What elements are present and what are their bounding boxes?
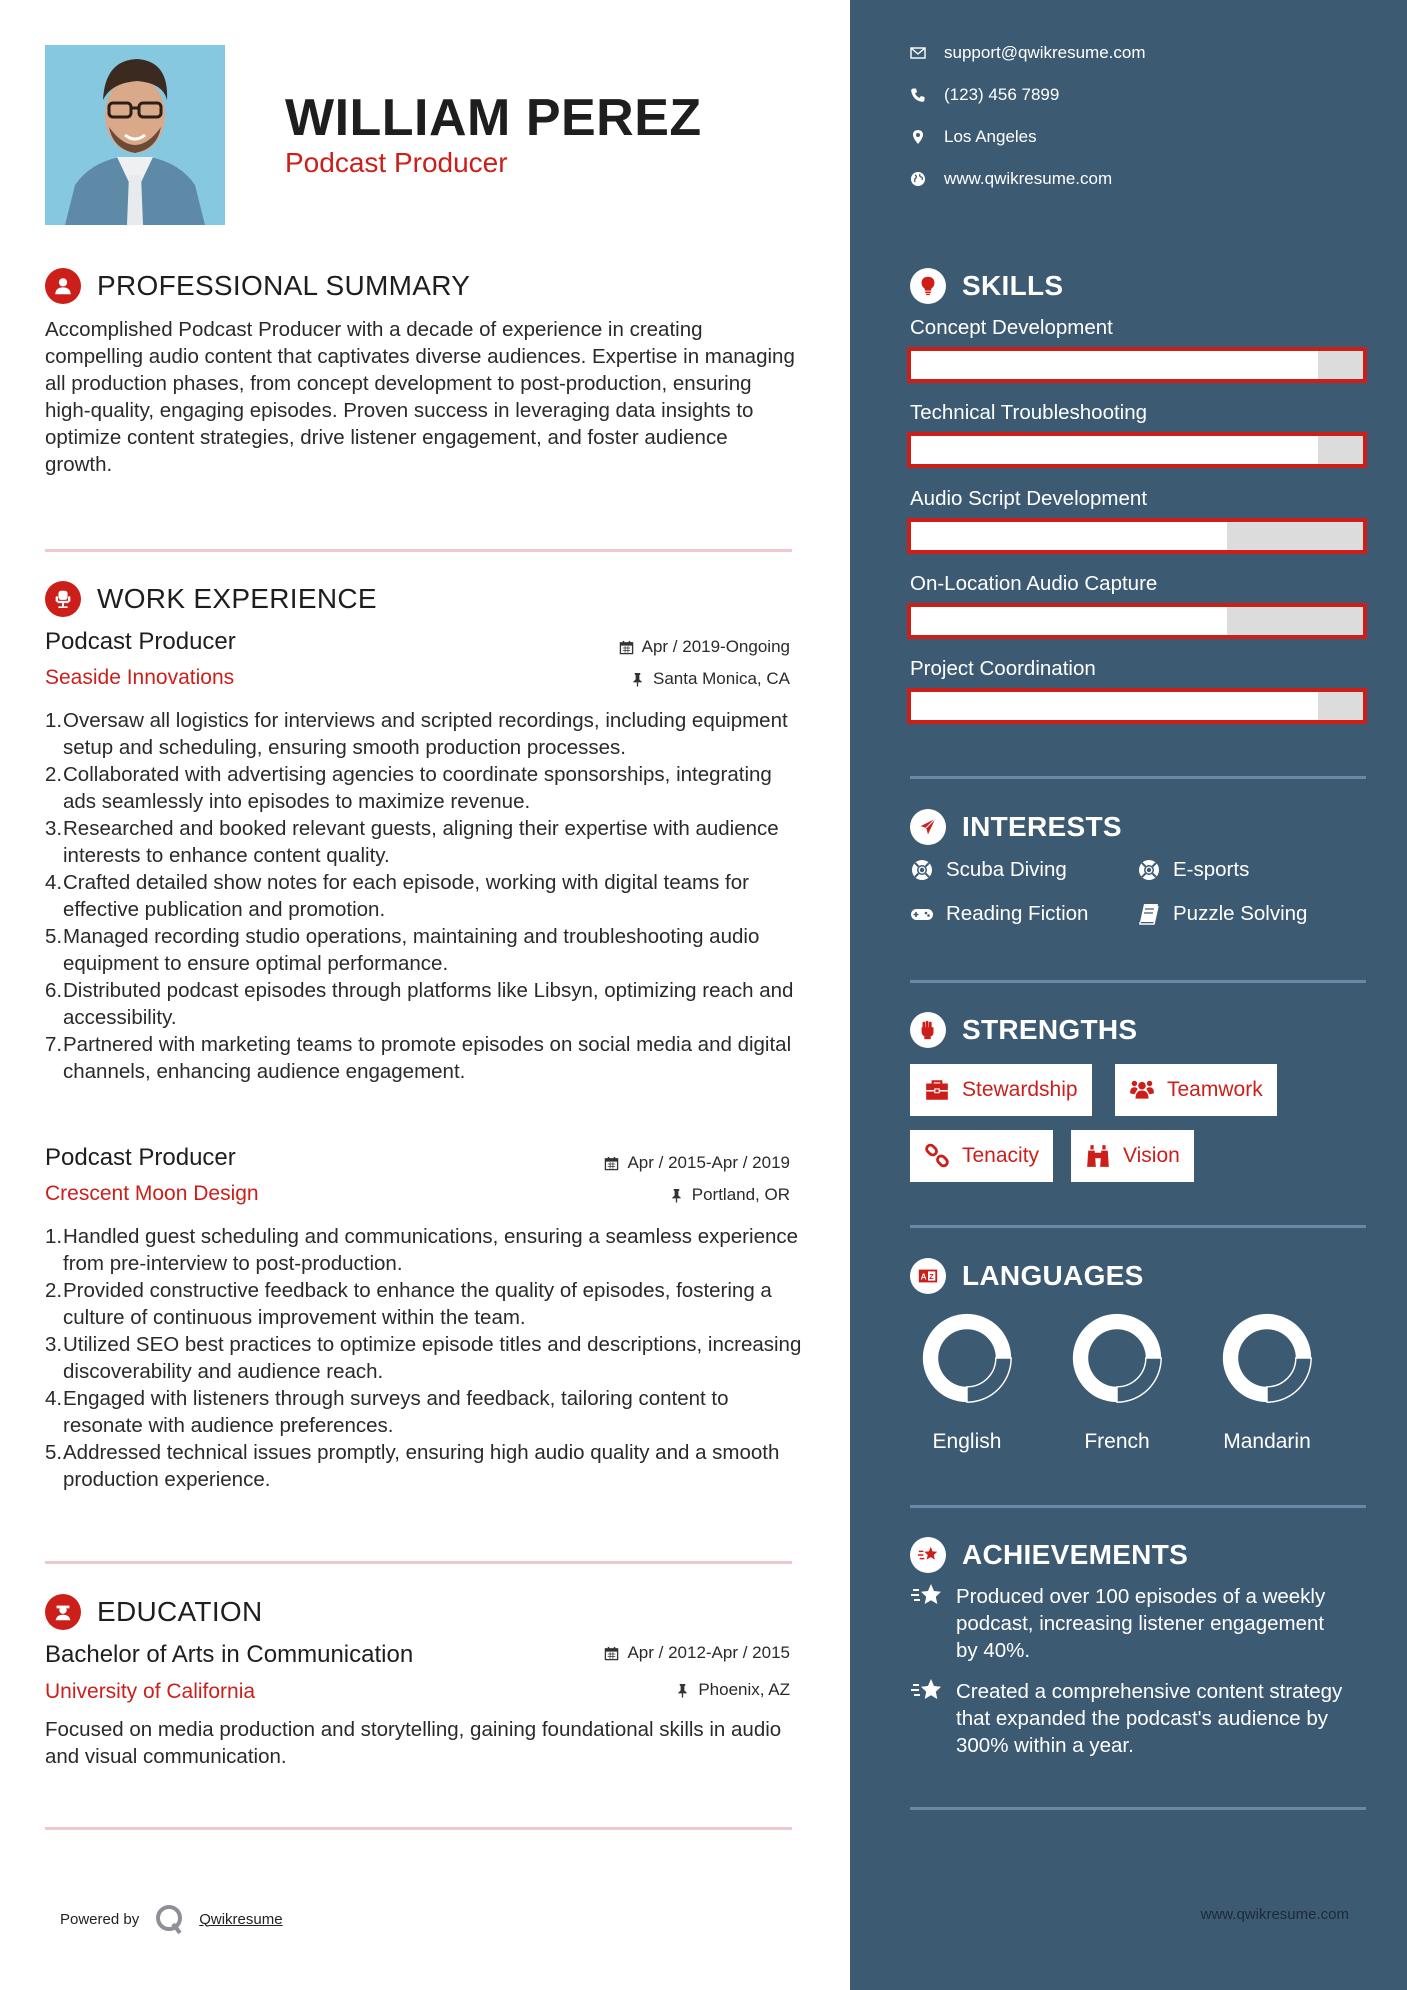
job-location-text: Santa Monica, CA: [652, 669, 790, 688]
interest-item: [1137, 902, 1307, 926]
school-name: University of California: [45, 1680, 256, 1703]
skill-fill: [911, 522, 1227, 550]
degree-title: Bachelor of Arts in Communication: [45, 1641, 414, 1668]
contact-location: [910, 127, 1037, 147]
skills-heading: SKILLS: [962, 270, 1064, 301]
education-dates: [604, 1643, 790, 1663]
email-text: support@qwikresume.com: [944, 43, 1146, 62]
job-title: Podcast Producer: [45, 1144, 236, 1171]
experience-heading: WORK EXPERIENCE: [97, 583, 377, 614]
svg-text:A: A: [920, 1272, 927, 1282]
envelope-icon: [910, 45, 926, 61]
language-item: [1212, 1310, 1322, 1454]
language-label: French: [1084, 1430, 1150, 1453]
candidate-name: WILLIAM PEREZ: [285, 89, 702, 147]
achievement-text: Produced over 100 episodes of a weekly podcast, increasing listener engagement by 40%.: [956, 1585, 1326, 1662]
skill-bar: [907, 518, 1367, 554]
language-donut-chart: [919, 1310, 1015, 1406]
contact-phone: [910, 85, 1059, 105]
languages-heading: LANGUAGES: [962, 1260, 1144, 1291]
interests-heading: INTERESTS: [962, 811, 1122, 842]
job-location-text: Portland, OR: [691, 1185, 790, 1204]
divider: [910, 776, 1366, 779]
skill-fill: [911, 692, 1318, 720]
interest-label: E-sports: [1173, 858, 1250, 881]
divider: [45, 1561, 792, 1564]
job-company: Crescent Moon Design: [45, 1182, 259, 1205]
skill-bar: [907, 603, 1367, 639]
education-header: [45, 1594, 263, 1630]
experience-header: [45, 581, 377, 617]
language-donut-chart: [1219, 1310, 1315, 1406]
strength-label: Teamwork: [1167, 1078, 1263, 1101]
calendar-icon: [619, 640, 634, 655]
languages-header: [910, 1258, 1144, 1294]
achievement-item: [910, 1583, 1350, 1664]
shooting-star-icon: [910, 1581, 944, 1611]
divider: [910, 980, 1366, 983]
skill-fill: [911, 351, 1318, 379]
job-dates-text: Apr / 2019-Ongoing: [641, 637, 790, 656]
globe-icon: [910, 171, 926, 187]
list-item: 5. Addressed technical issues promptly, ensuring high audio quality and a smooth production experience.: [45, 1441, 780, 1491]
job-location: [669, 1185, 790, 1205]
phone-icon: [910, 87, 926, 103]
list-item: 3. Researched and booked relevant guests, aligning their expertise with audience interests to enhance content quality.: [45, 817, 779, 867]
candidate-title: Podcast Producer: [285, 147, 508, 178]
list-item: 1. Oversaw all logistics for interviews and scripted recordings, including equipment setup and scheduling, ensuring smooth production processes.: [45, 709, 788, 759]
gamepad-icon: [910, 902, 934, 926]
skill-fill: [911, 436, 1318, 464]
strength-chip: [910, 1064, 1092, 1116]
education-location-text: Phoenix, AZ: [698, 1680, 790, 1699]
svg-text:Z: Z: [929, 1272, 934, 1282]
list-item: 7. Partnered with marketing teams to promote episodes on social media and digital channels, enhancing audience engagement.: [45, 1033, 792, 1083]
strengths-heading: STRENGTHS: [962, 1014, 1138, 1045]
skill-bar: [907, 432, 1367, 468]
interest-item: [910, 902, 1088, 926]
list-item: 5. Managed recording studio operations, maintaining and troubleshooting audio equipment to ensure optimal performance.: [45, 925, 760, 975]
skill-label: Concept Development: [910, 316, 1113, 339]
map-marker-icon: [910, 129, 926, 145]
education-description: Focused on media production and storytelling, gaining foundational skills in audio and visual communication.: [45, 1718, 782, 1768]
language-donut-chart: [1069, 1310, 1165, 1406]
skill-bar: [907, 688, 1367, 724]
divider: [45, 1827, 792, 1830]
language-label: Mandarin: [1223, 1430, 1311, 1453]
job-bullets: [45, 1223, 805, 1493]
interest-label: Puzzle Solving: [1173, 902, 1308, 925]
divider: [910, 1225, 1366, 1228]
job-location: [630, 669, 790, 689]
list-item: 6. Distributed podcast episodes through platforms like Libsyn, optimizing reach and accessibility.: [45, 979, 794, 1029]
powered-by-text: Powered by: [60, 1910, 140, 1928]
raised-fist-icon: [910, 1012, 946, 1048]
skill-label: Project Coordination: [910, 657, 1096, 680]
summary-header: [45, 268, 470, 304]
skill-bar: [907, 347, 1367, 383]
lightbulb-icon: [910, 268, 946, 304]
list-item: 2. Collaborated with advertising agencies to coordinate sponsorships, integrating ads seamlessly into episodes to maximize revenue.: [45, 763, 772, 813]
divider: [910, 1807, 1366, 1810]
skill-label: On-Location Audio Capture: [910, 572, 1158, 595]
user-icon: [45, 268, 81, 304]
list-item: 4. Crafted detailed show notes for each episode, working with digital teams for effective publication and promotion.: [45, 871, 749, 921]
person-photo-icon: [45, 45, 225, 225]
shooting-star-icon: [910, 1676, 944, 1706]
qwikresume-logo-icon: [153, 1902, 187, 1936]
language-item: [1062, 1310, 1172, 1454]
job-bullets: [45, 707, 805, 1085]
summary-text: Accomplished Podcast Producer with a decade of experience in creating compelling audio content that captivates diverse audiences. Expertise in managing all production phases, from concept development to post-production, ensuring high-quality, engaging episodes. Proven success in leveraging data insights to optimize content strategies, drive listener engagement, and foster audience growth.: [45, 318, 795, 476]
qwikresume-link[interactable]: Qwikresume: [199, 1910, 283, 1928]
contact-email: [910, 43, 1146, 63]
job-dates: [604, 1153, 790, 1173]
life-ring-icon: [1137, 858, 1161, 882]
strength-chip: [1115, 1064, 1277, 1116]
contact-website: [910, 169, 1112, 189]
achievements-header: [910, 1537, 1188, 1573]
list-item: 3. Utilized SEO best practices to optimize episode titles and descriptions, increasing discoverability and audience reach.: [45, 1333, 802, 1383]
calendar-icon: [604, 1646, 619, 1661]
interests-header: [910, 809, 1122, 845]
briefcase-icon: [924, 1077, 950, 1103]
calendar-icon: [604, 1156, 619, 1171]
pushpin-icon: [630, 672, 645, 687]
interest-item: [1137, 858, 1249, 882]
shooting-star-icon: [910, 1537, 946, 1573]
location-text: Los Angeles: [944, 127, 1037, 146]
job-company: Seaside Innovations: [45, 666, 235, 689]
powered-by: [60, 1902, 283, 1936]
interest-label: Reading Fiction: [946, 902, 1089, 925]
job-dates-text: Apr / 2015-Apr / 2019: [627, 1153, 790, 1172]
office-chair-icon: [45, 581, 81, 617]
strength-label: Vision: [1123, 1144, 1180, 1167]
graduate-icon: [45, 1594, 81, 1630]
skills-header: [910, 268, 1063, 304]
divider: [910, 1505, 1366, 1508]
language-item: [912, 1310, 1022, 1454]
divider: [45, 549, 792, 552]
phone-text: (123) 456 7899: [944, 85, 1060, 104]
strength-chip: [1071, 1130, 1194, 1182]
strength-chip: [910, 1130, 1053, 1182]
paper-plane-icon: [910, 809, 946, 845]
summary-heading: PROFESSIONAL SUMMARY: [97, 270, 471, 301]
interest-item: [910, 858, 1067, 882]
users-icon: [1129, 1077, 1155, 1103]
strength-label: Stewardship: [962, 1078, 1078, 1101]
achievement-item: [910, 1678, 1350, 1759]
skill-label: Technical Troubleshooting: [910, 401, 1148, 424]
skill-label: Audio Script Development: [910, 487, 1148, 510]
life-ring-icon: [910, 858, 934, 882]
list-item: 2. Provided constructive feedback to enhance the quality of episodes, fostering a culture of continuous improvement within the team.: [45, 1279, 772, 1329]
pushpin-icon: [675, 1683, 690, 1698]
book-icon: [1137, 902, 1161, 926]
interest-label: Scuba Diving: [946, 858, 1067, 881]
language-translate-icon: [910, 1258, 946, 1294]
job-title: Podcast Producer: [45, 628, 236, 655]
strength-label: Tenacity: [962, 1144, 1040, 1167]
sidebar: [850, 0, 1407, 1990]
list-item: 4. Engaged with listeners through surveys and feedback, tailoring content to resonate with audience preferences.: [45, 1387, 729, 1437]
job-dates: [619, 637, 790, 657]
profile-photo: [45, 45, 225, 225]
footer-site-link[interactable]: www.qwikresume.com: [1200, 1906, 1349, 1923]
binoculars-icon: [1085, 1143, 1111, 1169]
achievements-heading: ACHIEVEMENTS: [962, 1539, 1189, 1570]
link-icon: [924, 1143, 950, 1169]
website-text[interactable]: www.qwikresume.com: [944, 169, 1113, 188]
education-dates-text: Apr / 2012-Apr / 2015: [627, 1643, 790, 1662]
strengths-header: [910, 1012, 1137, 1048]
list-item: 1. Handled guest scheduling and communications, ensuring a seamless experience from pre-interview to post-production.: [45, 1225, 799, 1275]
education-location: [675, 1680, 790, 1700]
skill-fill: [911, 607, 1227, 635]
pushpin-icon: [669, 1188, 684, 1203]
achievement-text: Created a comprehensive content strategy that expanded the podcast's audience by 300% within a year.: [956, 1680, 1343, 1757]
education-heading: EDUCATION: [97, 1596, 263, 1627]
language-label: English: [932, 1430, 1002, 1453]
